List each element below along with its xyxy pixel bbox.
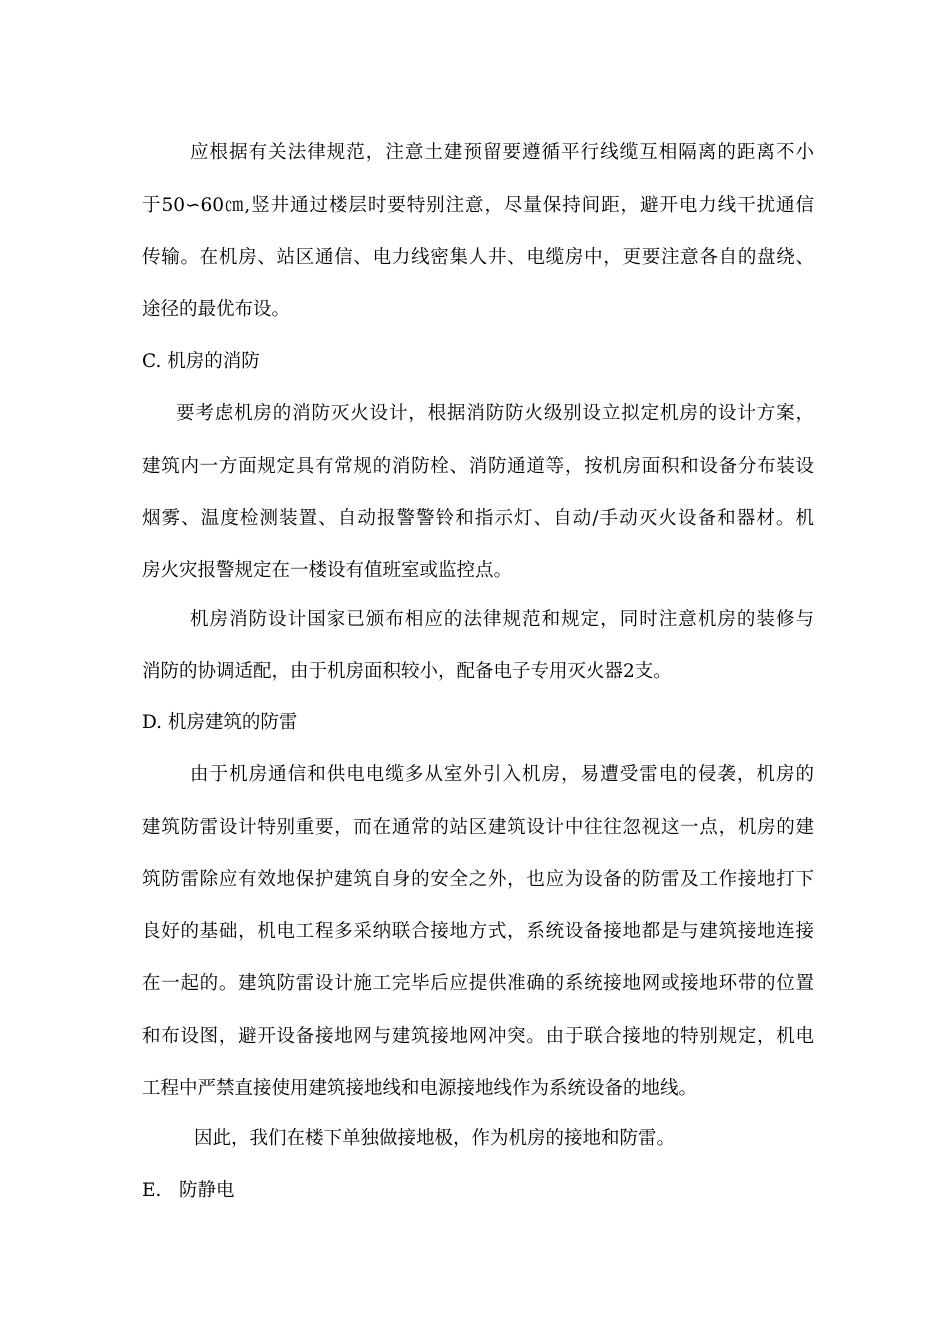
- paragraph-line: 途径的最优布设。: [142, 299, 291, 320]
- paragraph-line: 和布设图，避开设备接地网与建筑接地网冲突。由于联合接地的特别规定，机电: [142, 1026, 814, 1047]
- paragraph-line: 于50∽60㎝,竖井通过楼层时要特别注意，尽量保持间距，避开电力线干扰通信: [142, 195, 814, 216]
- paragraph-line: 机房消防设计国家已颁布相应的法律规范和规定，同时注意机房的装修与: [190, 609, 814, 630]
- paragraph-line: 建筑内一方面规定具有常规的消防栓、消防通道等，按机房面积和设备分布装设: [142, 456, 814, 477]
- section-heading: E. 防静电: [142, 1180, 235, 1201]
- paragraph-line: 在一起的。建筑防雷设计施工完毕后应提供准确的系统接地网或接地环带的位置: [142, 973, 814, 994]
- paragraph-line: 因此，我们在楼下单独做接地极，作为机房的接地和防雷。: [194, 1128, 676, 1149]
- paragraph-line: 建筑防雷设计特别重要，而在通常的站区建筑设计中往往忽视这一点，机房的建: [142, 817, 814, 838]
- paragraph-line: 传输。在机房、站区通信、电力线密集人井、电缆房中，更要注意各自的盘绕、: [142, 247, 814, 268]
- paragraph-line: 筑防雷除应有效地保护建筑自身的安全之外，也应为设备的防雷及工作接地打下: [142, 869, 814, 890]
- paragraph-line: 应根据有关法律规范，注意土建预留要遵循平行线缆互相隔离的距离不小: [190, 142, 814, 163]
- paragraph-line: 烟雾、温度检测装置、自动报警警铃和指示灯、自动/手动灭火设备和器材。机: [142, 508, 814, 529]
- paragraph-line: 要考虑机房的消防灭火设计，根据消防防火级别设立拟定机房的设计方案，: [176, 403, 814, 424]
- section-heading: C. 机房的消防: [142, 351, 260, 372]
- paragraph-line: 消防的协调适配，由于机房面积较小，配备电子专用灭火器2支。: [142, 661, 672, 682]
- paragraph-line: 房火灾报警规定在一楼设有值班室或监控点。: [142, 560, 513, 581]
- paragraph-line: 由于机房通信和供电电缆多从室外引入机房，易遭受雷电的侵袭，机房的: [190, 764, 814, 785]
- section-heading: D. 机房建筑的防雷: [142, 712, 298, 733]
- paragraph-line: 良好的基础，机电工程多采纳联合接地方式，系统设备接地都是与建筑接地连接: [142, 921, 814, 942]
- paragraph-line: 工程中严禁直接使用建筑接地线和电源接地线作为系统设备的地线。: [142, 1078, 698, 1099]
